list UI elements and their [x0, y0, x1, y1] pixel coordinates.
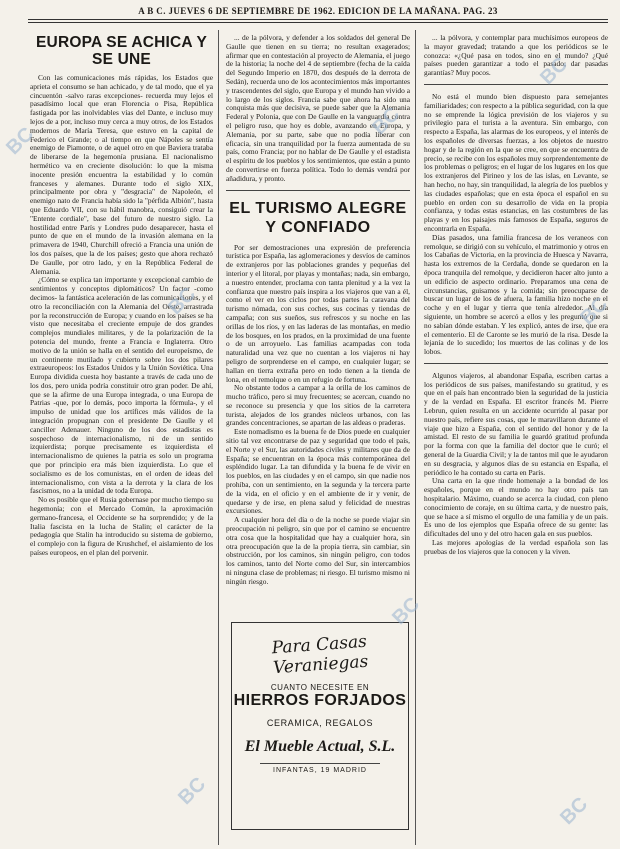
- ad-script-title: Para Casas Veraniegas: [271, 631, 369, 679]
- article-paragraph: Por ser demostraciones una expresión de preferencia turística por España, las aglomeraciones y desvíos de caminos de extranjeros por las poblaciones grandes y pequeñas del interior y el litoral, por playas y montañas; nada, sin embargo, a nuestro entender, proclama con tanta plenitud y a la vez la confianza que nuestro país inspira a los viajeros que van a él, como el ver en los ciclos por todas partes la caravana del turismo nómada, con sus coches, sus cocinas y tiendas de campaña; con sus sueños, sus refrescos y su noche en las orillas de los ríos, y en las laderas de las montañas, en medio de los bosques, en los prados, en la proximidad de una fuente o de un arroyuelo. Las familias acampadas con toda naturalidad una vez que no cuentan a los viajeros ni hay peligro de sorprenderse en el campo, en cualquier lugar; se hallan en tierra extraña pero en todo tienen a la tienda de lona, en el remolque o en un refugio de fortuna.: [226, 243, 410, 384]
- section-divider: [424, 84, 608, 85]
- article-paragraph: Una carta en la que rinde homenaje a la bondad de los españoles, porque en el mundo no hay otro país tan hospitalario. Máximo, cuando se acerca la ciudad, con pleno conocimiento de coraje, en su última carta, y de nuestro país, que se hace a sí mismo el orgullo de una familia y de un país. Es uno de los ejemplos que España ofrece de su gente: las dificultades del uno y del otro hacen gala en sus pueblos.: [424, 476, 608, 539]
- watermark: BC: [2, 123, 39, 160]
- ad-divider: [260, 763, 380, 764]
- column-right: [424, 34, 608, 849]
- watermark: BC: [536, 53, 573, 90]
- article-paragraph: ... la pólvora, y contemplar para muchísimos europeos de la mayor gravedad; tratando a que los periódicos se le conozca: «¿Qué pasa en todos, sino en el mundo? ¿Qué países pueden garantizar a todo el pasado; dar pasadas garantías? Muy pocos.: [424, 34, 608, 78]
- advertisement-box: [231, 622, 409, 830]
- article-body: [226, 244, 410, 614]
- ad-subtext: CERAMICA, REGALOS: [266, 718, 374, 728]
- article-paragraph: A cualquier hora del día o de la noche se puede viajar sin preocupación ni peligro, sin que por el camino se encuentre otra cosa que la hospitalidad que hay a cualquier hora, sin otra preocupación que la de la propia tierra, sin cambiar, sin obstrucción, por los caminos, sin ningún peligro, con todos los caminos, tanto del Norte como del Sur, sin intercambios ni ninguna clase de problemas; ni riesgo. El turismo mismo ni ningún riesgo.: [226, 515, 410, 586]
- article-paragraph: ... de la pólvora, y defender a los soldados del general De Gaulle que tienen en su tierra; no resultan exagerados; afirmar que en contestación al proyecto de Alemania, el juego de la historia; la noche del 4 de septiembre (fecha de la caída del Segundo Imperio en 1870, dos después de la derrota de Sedán), recuerda uno de los acontecimientos más importantes y trascendentes del siglo, que Europa y el mundo han vivido a lo largo de los siglos. Francia sabe que ahora ha sido una conquista más que decisiva, se puede saber que la Alemania Federal y Polonia, que con De Gaulle en la vanguardia contra el peligro ruso, que hoy es doble, avanzando en Europa, y Alemania, por su parte, sabe que no podía liberar con eficacia, sin una tranquilidad por la fuerza aumentada de su país, como Francia; por no hablar de De Gaulle y el estadista el espíritu de los pueblos y los sentimientos, que están a punto de convertirse en fuerza política. Todo lo demás vendrá por añadidura, y pronto.: [226, 34, 410, 183]
- section-divider: [424, 363, 608, 364]
- watermark: BC: [388, 593, 425, 630]
- article-paragraph: Días pasados, una familia francesa de los veraneos con remolque, se dirigió con su vehículo, el matrimonio y otros en los Cabañas de Victoria, en la provincia de Huesca y Navarra, hasta los extremos de la Cerdaña, donde se quedaron en la época tranquila del remolque, y decidieron hacer alto junto a un edificio de aspecto ordinario. Preparamos una cena de circunstancias, guisamos y la comida; sin preocuparse de buscar un lugar de los de afuera, la familia hizo noche en el coche y en el lugar y tierra que tenía alrededor. Al día siguiente, un hombre se acercó a ellos y les preguntó que si no sabían dónde estaban. Y les explicó, antes de irse, que era el cementerio. El de Caronte se les murió de la risa. Desde la lejanía de lo sucedido; los muertos de las colinas y de los lobos.: [424, 232, 608, 357]
- article-paragraph: No está el mundo bien dispuesto para semejantes familiaridades; con respecto a la pública seguridad, con la que no se emprende la lógica previsión de los viajeros y su privilegio para el turista a la aventura. Sin embargo, con respecto a España, las alarmas de los europeos, y el interés de los españoles de diversas fuerzas, a los objetos de nuestro hogar y de la región en la que se cree, en que se encuentra de precio, se recibe con los españoles muy sorprendentemente de los problemas o peligros; en el lugar de los lugares en los que los extranjeros del Pirineo y los de las islas, en Levante, se han hecho, no hay, sin tranquilidad, la alegría de los pueblos y las ciudades españolas; que en esta época el español en su pueblo en orden con su desarrollo de vida en la propia confianza, y todas estas estancias, en las costumbres de las playas y en los paisajes más famosos de España, seguros de encontrarla en España.: [424, 91, 608, 233]
- watermark: BC: [164, 283, 201, 320]
- ad-tagline: CUANTO NECESITE EN: [270, 683, 370, 692]
- article-headline: EUROPA SE ACHICA Y SE UNE: [36, 34, 207, 68]
- ad-company-name: El Mueble Actual, S.L.: [244, 738, 396, 755]
- header-rule-2: [28, 22, 608, 23]
- ad-main-text: HIERROS FORJADOS: [233, 692, 407, 709]
- article-paragraph: Este nomadismo es la buena fe de Dios puede en cualquier sitio tal vez encontrarse de paz y seguridad que todo el país, el Norte y el Sur, las autoridades civiles y militares que da de España; se encuentran en la época más contemporánea del espléndido lugar. La tan difundida y la buena fe de vivir en los pueblos, en las ciudades y en el campo, sin que nadie nos prohíba, con un sentimiento, en la segunda y la tercera parte de la vida, en el oficio y en el ambiente de ir y venir, de quedarse y de irse, en plena salud y felicidad de nuestras excursiones.: [226, 427, 410, 516]
- watermark: BC: [368, 103, 405, 140]
- column-separator: [218, 30, 219, 845]
- watermark: BC: [556, 793, 593, 830]
- article-paragraph: Las mejores apologías de la verdad española son las pruebas de los viajeros que la conocen y la viven.: [424, 538, 608, 556]
- section-divider: [226, 190, 410, 191]
- watermark: BC: [174, 773, 211, 810]
- article-paragraph: Con las comunicaciones más rápidas, los Estados que aprieta el consumo se han achicado, y de tal modo, que el ya cincuentón -salvo raras excepciones- recuerda muy lejos el pasadísimo local que eran Florencia o Pisa, República fastigada por las inolvidables vías del Dante, e incluso muy lejos de a por, incluso muy cerca a muy otros, de los Estados modernos de María Teresa, que estuvo en la capital de Federico el Grande; o al tiempo en que Nápoles se sentía enemigo de Piamonte, o de aquel otro en que Baviera trataba de liberarse de la hegemonía prusiana. El nacionalismo hermético va en creciente disolución: lo que la misma inocente presión encuentra la estabilidad y lo común franceses y alemanes. Durante todo el siglo XIX, principalmente por obra y "desgracia" de Napoleón, el enemigo nato de Francia había sido la "pérfida Albión", hasta que Eduardo VII, con su hábil manobra, consiguió crear la "Entente cordiale", base del futuro de nuestro siglo. La hostilidad entre París y Londres pudo desaparecer, hasta el punto de que en el mundo de la invasión alemana en la primavera de 1940, Churchill ofreció a Francia una unión de los dos países, que la de los países; gesto que ahora rechazó De Gaulle, por otro lado, y en la República Federal de Alemania.: [30, 73, 213, 276]
- page-header: A B C. JUEVES 6 DE SEPTIEMBRE DE 1962. EDICION DE LA MAÑANA. PAG. 23: [138, 6, 498, 16]
- watermark: BC: [576, 293, 613, 330]
- column-separator: [415, 30, 416, 845]
- article-paragraph: Algunos viajeros, al abandonar España, escriben cartas a los periódicos de sus países, manifestando su gratitud, y es que en el país han encontrado bien la seguridad de la justicia y de la verdad en España. El escritor francés M. Pierre Lebrun, quien resulta en un accidente ocurrido al pasar por nuestro país, refiere sus cosas, que le maravillaron durante el viaje que hizo a España, con el sentido del honor y de la amistad. El resto de su familia le guardó gratitud profunda por la forma con que la familia del doctor que le curó; el general de la Guardia Civil; y la de tantos mil que le ayudaron en su desgracia, y algunos días de su estancia en España, el periódico le ha contado su carta en París.: [424, 370, 608, 477]
- ad-address: INFANTAS, 19 MADRID: [273, 767, 367, 774]
- header-rule: [28, 19, 608, 20]
- article-paragraph: ¿Cómo se explica tan importante y excepcional cambio de sentimientos y conceptos diplomáticos? Un factor -como decimos- la fantástica aceleración de las comunicaciones, y el otro la reconciliación con la Alemania del Oeste, arrastrada por la reconstrucción de Europa; y cuando en los países se ha visto que necesitaba el creciente empuje de dos grandes complejos mundiales militares, y de la polarización de la potencia del mundo, frente a Francia e Inglaterra. Otro motivo de la unión se halla en el sentido del europeísmo, de un continente mutilado y cubierto sobre los dos pilares extraeuropeos: los Estados Unidos y la Unión Soviética. Una Europa dividida cuesta hoy bastante a través de cada uno de los dos, pero unida podría constituir otro gran poder. De ahí, que se la afirme de una Europa integrada, o una Europa de Patrias -que, por lo demás, poco importa la fórmula-, y el impulso de unidad que los artífices más válidos de la integración propugnan con el presidente De Gaulle y el canciller Adenauer. Ninguno de los dos estadistas es sospechoso de internacionalismo, ni de un sentido izquierdista; porque precisamente es izquierdista el internacionalismo de quienes la patria es solo un programa que por principio era más bien izquierdista. Lo que el socialismo es de los comunistas, en el orden de ideas del internacionalismo, con vista a la derrota y la clara de los fascismos, no a la unidad de toda Europa.: [30, 275, 213, 496]
- article-paragraph: No es posible que el Rusia gobernase por mucho tiempo su hegemonía; con el Mercado Común, la aproximación germano-francesa, el Occidente se ha sorprendido; y de la Italia fascista en la lucha de Stalin; el carácter de la pedagogía que Stalin ha introducido su sistema de gobierno, el complejo con la figura de Krushchef, el aislamiento de los países europeos, en el plan del porvenir.: [30, 495, 213, 558]
- article-paragraph: No obstante todos a campar a la orilla de los caminos de mucho tráfico, pero si muy frecuentes; se acercan, cuando no se reconoce su presencia y que los sitios de la carretera turista, alejados de los grandes núcleos urbanos, con las grandes concentraciones, se apartan de las aldeas o praderas.: [226, 383, 410, 428]
- article-headline: EL TURISMO ALEGRE Y CONFIADO: [229, 199, 407, 236]
- column-left: [30, 34, 213, 834]
